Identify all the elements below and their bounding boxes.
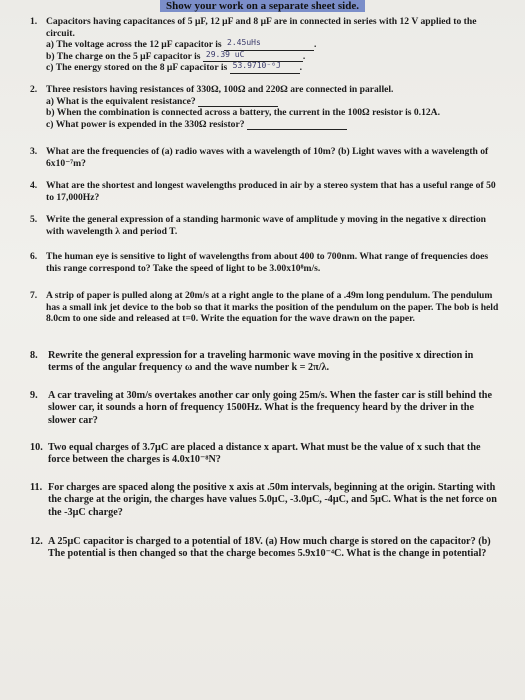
- part-b: b) When the combination is connected across a battery, the current in the 100Ω resistor is 0.12A.: [46, 107, 441, 118]
- instruction-banner: [0, 0, 525, 14]
- question-text: Capacitors having capacitances of 5 μF, 12 μF and 8 μF are in connected in series with 12 V applied to the circuit.: [46, 16, 477, 39]
- part-a: a) What is the equivalent resistance?: [46, 96, 500, 108]
- handwritten-answer: 2.45uHs: [227, 38, 261, 47]
- question-5: 5. Write the general expression of a standing harmonic wave of amplitude y moving in the negative x direction with wavelength λ and period T.: [30, 214, 500, 237]
- question-1: [30, 16, 500, 74]
- question-7: 7. A strip of paper is pulled along at 20m/s at a right angle to the plane of a .49m long pendulum. The pendulum has a small ink jet device to the bob so that it marks the position of the pendulum on the paper. The bob is held 8.0cm to one side and released at t=0. Write the equation for the wave drawn on the paper.: [30, 290, 499, 324]
- question-11: 11. For charges are spaced along the positive x axis at .50m intervals, beginning at the origin. Starting with the charge at the origin, the charges have values 5.0μC, -3.0μC, -4μC, and 5μC. What is the net force on the -3μC charge?: [30, 482, 500, 519]
- instruction-text: Show your work on a separate sheet side.: [160, 0, 365, 12]
- question-text: Three resistors having resistances of 330Ω, 100Ω and 220Ω are connected in parallel.: [46, 84, 394, 95]
- question-text: The human eye is sensitive to light of wavelengths from about 400 to 700nm. What range of frequencies does this range correspond to? Take the speed of light to be 3.00x10⁸m/s.: [46, 251, 489, 274]
- question-8: 8. Rewrite the general expression for a traveling harmonic wave moving in the positive x direction in terms of the angular frequency ω and the wave number k = 2π/λ.: [30, 350, 500, 375]
- question-text: A 25μC capacitor is charged to a potential of 18V. (a) How much charge is stored on the capacitor? (b) The potential is then changed so that the charge becomes 5.9x10⁻⁴C. What is the change in potential?: [48, 536, 491, 560]
- question-12: 12. A 25μC capacitor is charged to a potential of 18V. (a) How much charge is stored on the capacitor? (b) The potential is then changed so that the charge becomes 5.9x10⁻⁴C. What is the change in potential?: [30, 536, 500, 561]
- question-10: 10. Two equal charges of 3.7μC are placed a distance x apart. What must be the value of x such that the force between the charges is 4.0x10⁻⁸N?: [30, 442, 500, 467]
- answer-blank: [230, 63, 300, 74]
- part-c: c) The energy stored on the 8 μF capacitor is 53.9710⁻⁶J .: [46, 61, 303, 73]
- question-number: 1.: [30, 16, 38, 27]
- handwritten-answer: 29.39 uC: [205, 49, 245, 59]
- answer-blank: [247, 119, 347, 130]
- question-3: 3. What are the frequencies of (a) radio waves with a wavelength of 10m? (b) Light waves with a wavelength of 6x10⁻⁷m?: [30, 146, 500, 169]
- answer-blank: [198, 96, 278, 107]
- part-c: c) What power is expended in the 330Ω resistor?: [46, 119, 500, 131]
- question-text: Two equal charges of 3.7μC are placed a distance x apart. What must be the value of x such that the force between the charges is 4.0x10⁻⁸N?: [48, 442, 481, 466]
- question-text: For charges are spaced along the positive x axis at .50m intervals, beginning at the origin. Starting with the charge at the origin, the charges have values 5.0μC, -3.0μC, -4μC, and 5μC. What is the net force on the -3μC charge?: [48, 482, 497, 518]
- question-text: What are the shortest and longest wavelengths produced in air by a stereo system that has a useful range of 50 to 17,000Hz?: [46, 180, 496, 203]
- question-text: Rewrite the general expression for a traveling harmonic wave moving in the positive x direction in terms of the angular frequency ω and the wave number k = 2π/λ.: [48, 350, 474, 374]
- question-4: 4. What are the shortest and longest wavelengths produced in air by a stereo system that has a useful range of 50 to 17,000Hz?: [30, 180, 500, 203]
- question-text: What are the frequencies of (a) radio waves with a wavelength of 10m? (b) Light waves with a wavelength of 6x10⁻⁷m?: [46, 146, 489, 169]
- question-text: A strip of paper is pulled along at 20m/s at a right angle to the plane of a .49m long pendulum. The pendulum has a small ink jet device to the bob so that it marks the position of the pendulum on the paper. The bob is held 8.0cm to one side and released at t=0. Write the equation for the wave drawn on the paper.: [46, 290, 499, 324]
- question-2-parts: [46, 96, 500, 131]
- question-1-parts: [46, 39, 500, 74]
- question-text: Write the general expression of a standing harmonic wave of amplitude y moving in the negative x direction with wavelength λ and period T.: [46, 214, 486, 237]
- question-number: 2.: [30, 84, 38, 95]
- question-9: 9. A car traveling at 30m/s overtakes another car only going 25m/s. When the faster car is still behind the slower car, it sounds a horn of frequency 1500Hz. What is the frequency heard by the driver in the slower car?: [30, 390, 500, 427]
- part-a: a) The voltage across the 12 μF capacitor is 2.45uHs .: [46, 38, 317, 50]
- question-2: [30, 84, 500, 130]
- handwritten-answer: 53.9710⁻⁶J: [232, 61, 281, 70]
- part-b: b) The charge on the 5 μF capacitor is 29.39 uC .: [46, 49, 306, 62]
- question-text: A car traveling at 30m/s overtakes another car only going 25m/s. When the faster car is still behind the slower car, it sounds a horn of frequency 1500Hz. What is the frequency heard by the driver in the slower car?: [48, 390, 492, 426]
- question-6: 6. The human eye is sensitive to light of wavelengths from about 400 to 700nm. What range of frequencies does this range correspond to? Take the speed of light to be 3.00x10⁸m/s.: [30, 251, 500, 274]
